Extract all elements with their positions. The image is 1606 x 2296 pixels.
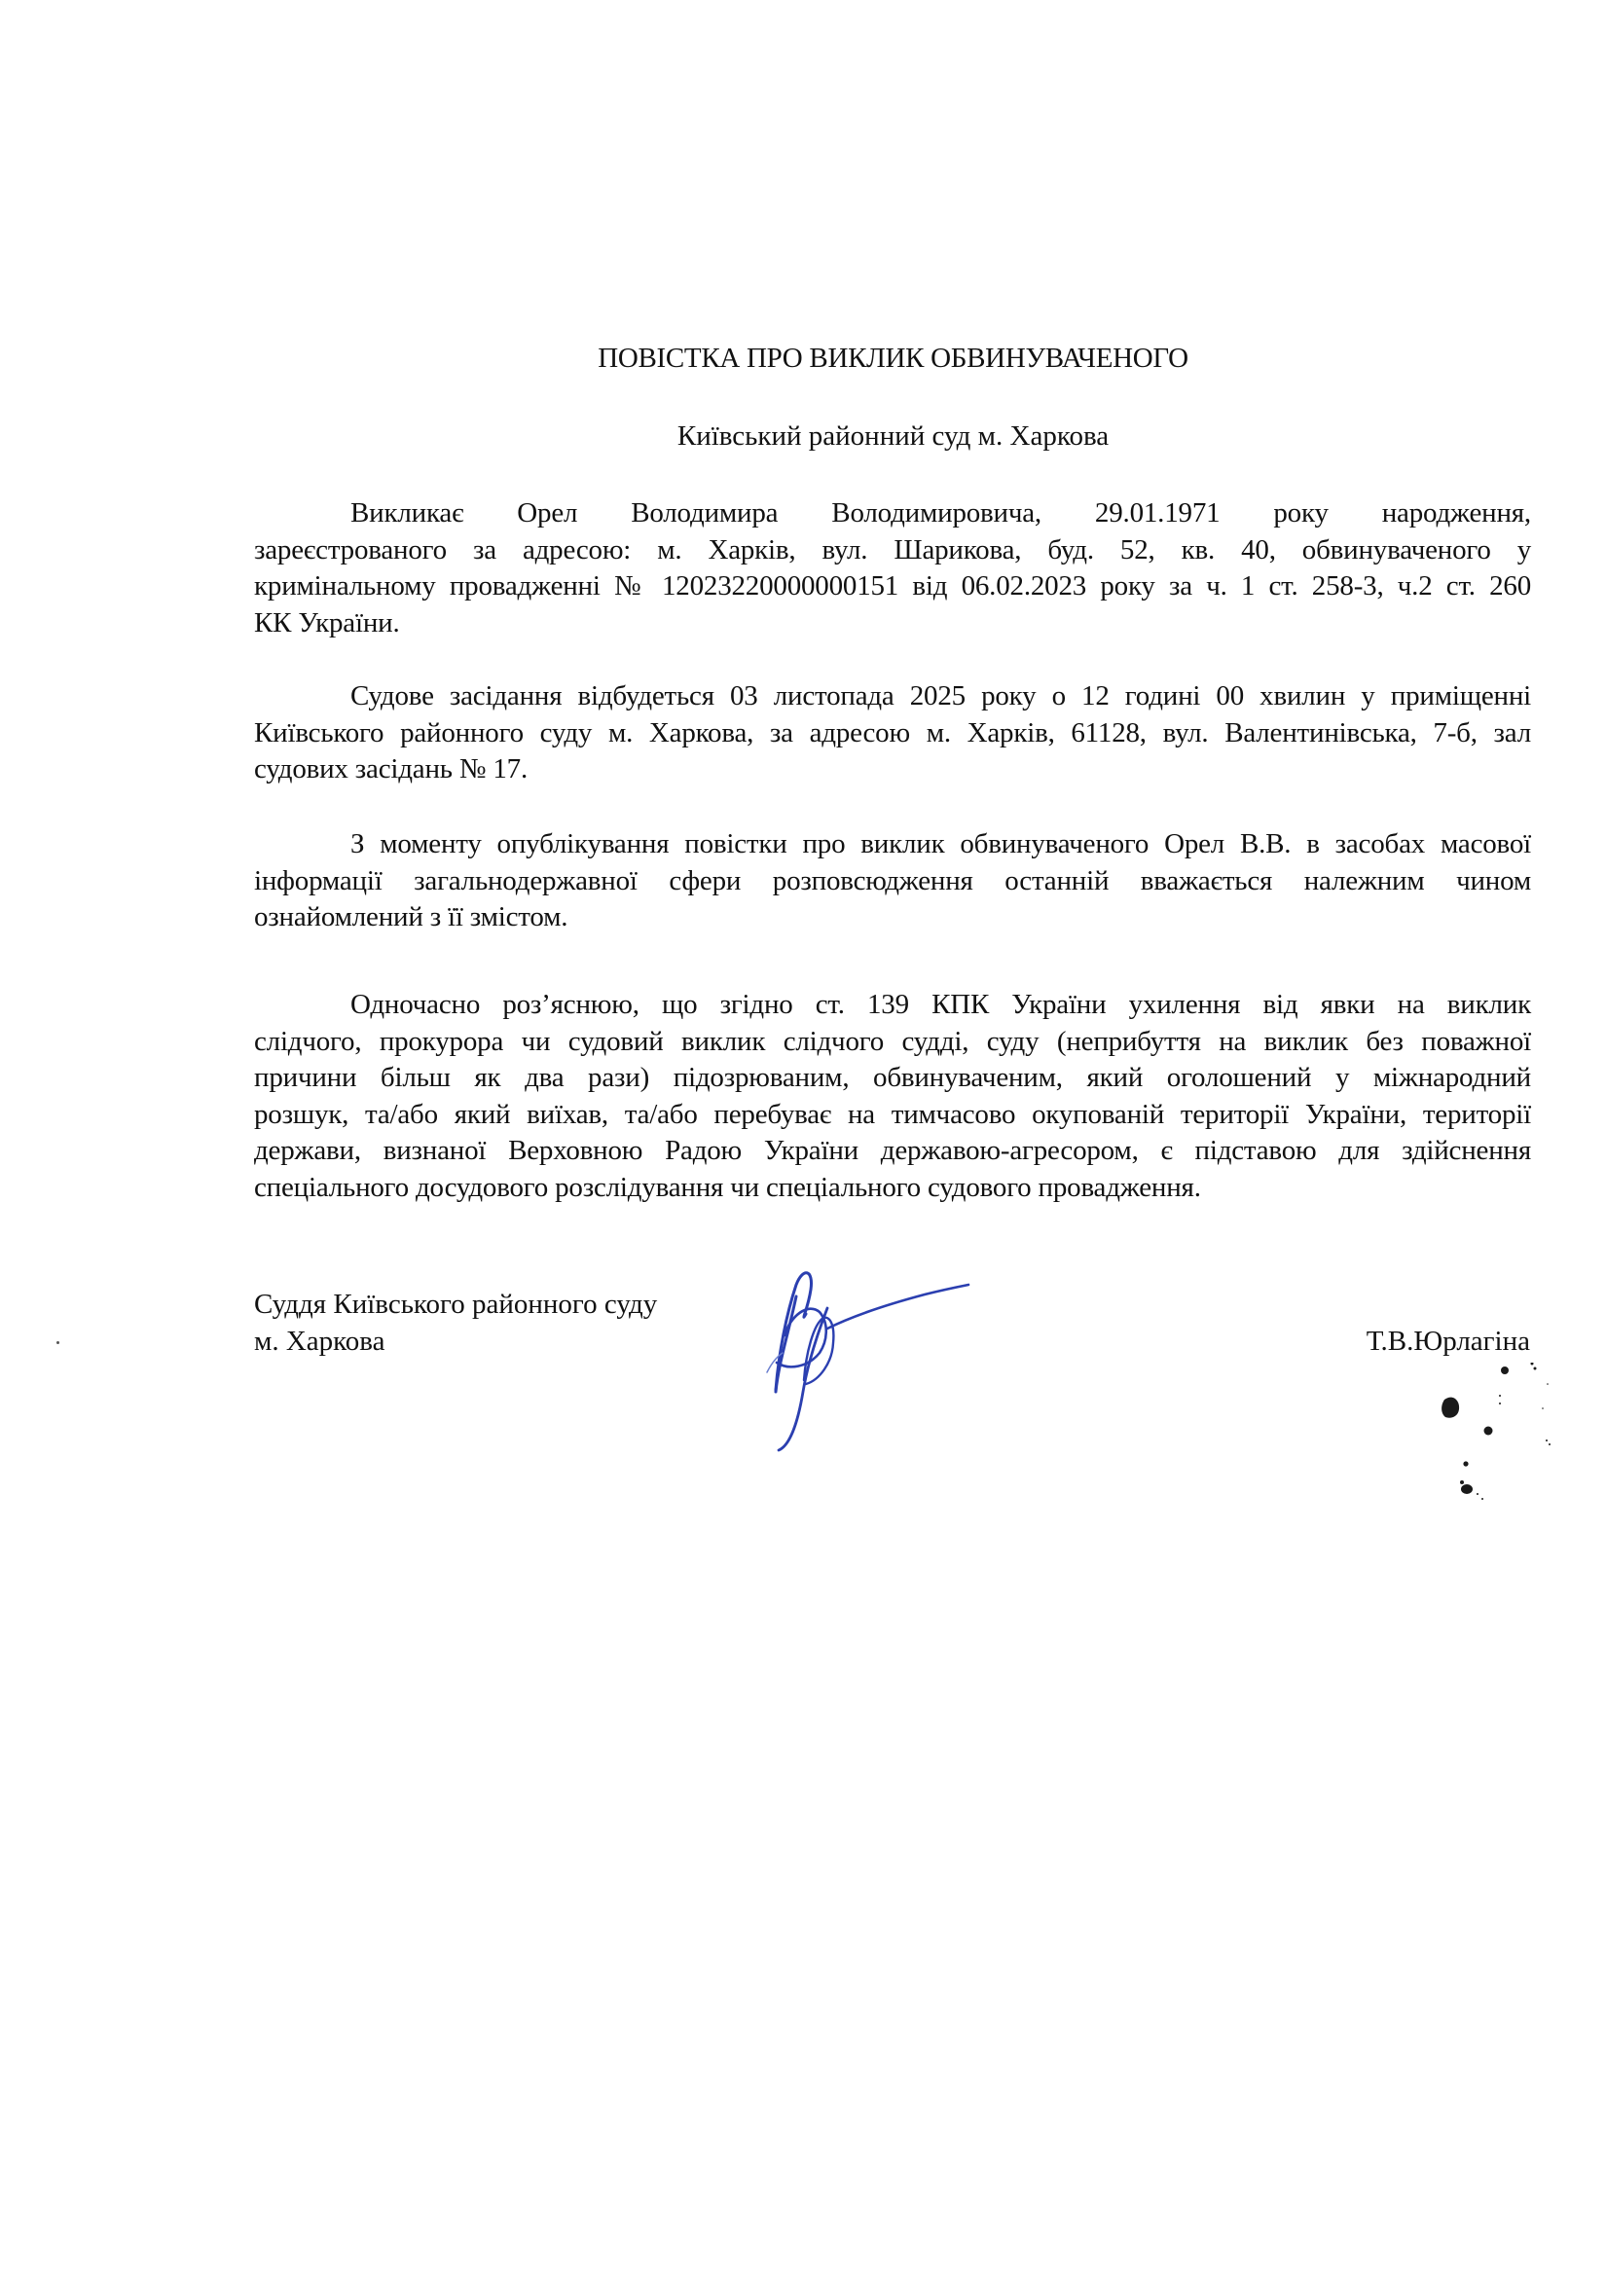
judge-position-line2: м. Харкова: [254, 1325, 385, 1357]
paragraph-publication: [254, 826, 1531, 936]
judge-name: Т.В.Юрлагіна: [1366, 1326, 1530, 1357]
paragraph-line: кримінальному провадженні № 12023220000000151 від 06.02.2023 року за ч. 1 ст. 258-3, ч.2 ст. 260: [254, 570, 1531, 601]
paragraph-line: ознайомлений з її змістом.: [254, 901, 568, 932]
scan-speck-marks-icon: [1402, 1363, 1606, 1596]
paragraph-line: зареєстрованого за адресою: м. Харків, вул. Шарикова, буд. 52, кв. 40, обвинуваченого у: [254, 533, 1531, 565]
paragraph-line: розшук, та/або який виїхав, та/або перебуває на тимчасово окупованій території України, території: [254, 1098, 1531, 1130]
paragraph-line: Судове засідання відбудеться 03 листопада 2025 року о 12 годині 00 хвилин у приміщенні: [350, 680, 1531, 711]
paragraph-line: держави, визнаної Верховною Радою України державою-агресором, є підставою для здійснення: [254, 1135, 1531, 1166]
scan-speck-mark: [56, 1341, 59, 1344]
paragraph-line: З моменту опублікування повістки про виклик обвинуваченого Орел В.В. в засобах масової: [350, 828, 1531, 859]
paragraph-line: судових засідань № 17.: [254, 753, 529, 784]
paragraph-line: Київського районного суду м. Харкова, за адресою м. Харків, 61128, вул. Валентинівська, 7-б, зал: [254, 716, 1531, 748]
judge-position-line1: Суддя Київського районного суду: [254, 1289, 658, 1320]
judge-position: [254, 1287, 657, 1360]
paragraph-line: Викликає Орел Володимира Володимировича, 29.01.1971 року народження,: [350, 497, 1531, 528]
document-title: ПОВІСТКА ПРО ВИКЛИК ОБВИНУВАЧЕНОГО: [598, 343, 1188, 374]
handwritten-signature-icon: [749, 1256, 973, 1460]
paragraph-line: причини більш як два рази) підозрюваним, обвинуваченим, який оголошений у міжнародний: [254, 1062, 1531, 1093]
paragraph-line: КК України.: [254, 606, 400, 638]
court-name: Київський районний суд м. Харкова: [676, 420, 1110, 452]
paragraph-line: Одночасно роз’яснюю, що згідно ст. 139 КПК України ухилення від явки на виклик: [350, 989, 1531, 1020]
paragraph-summons: [254, 495, 1531, 641]
paragraph-hearing: [254, 678, 1531, 788]
paragraph-line: спеціального досудового розслідування чи спеціального судового провадження.: [254, 1171, 1201, 1203]
paragraph-line: інформації загальнодержавної сфери розповсюдження останній вважається належним чином: [254, 864, 1531, 896]
paragraph-explanation: [254, 987, 1531, 1206]
paragraph-line: слідчого, прокурора чи судовий виклик слідчого судді, суду (неприбуття на виклик без поважної: [254, 1025, 1531, 1057]
